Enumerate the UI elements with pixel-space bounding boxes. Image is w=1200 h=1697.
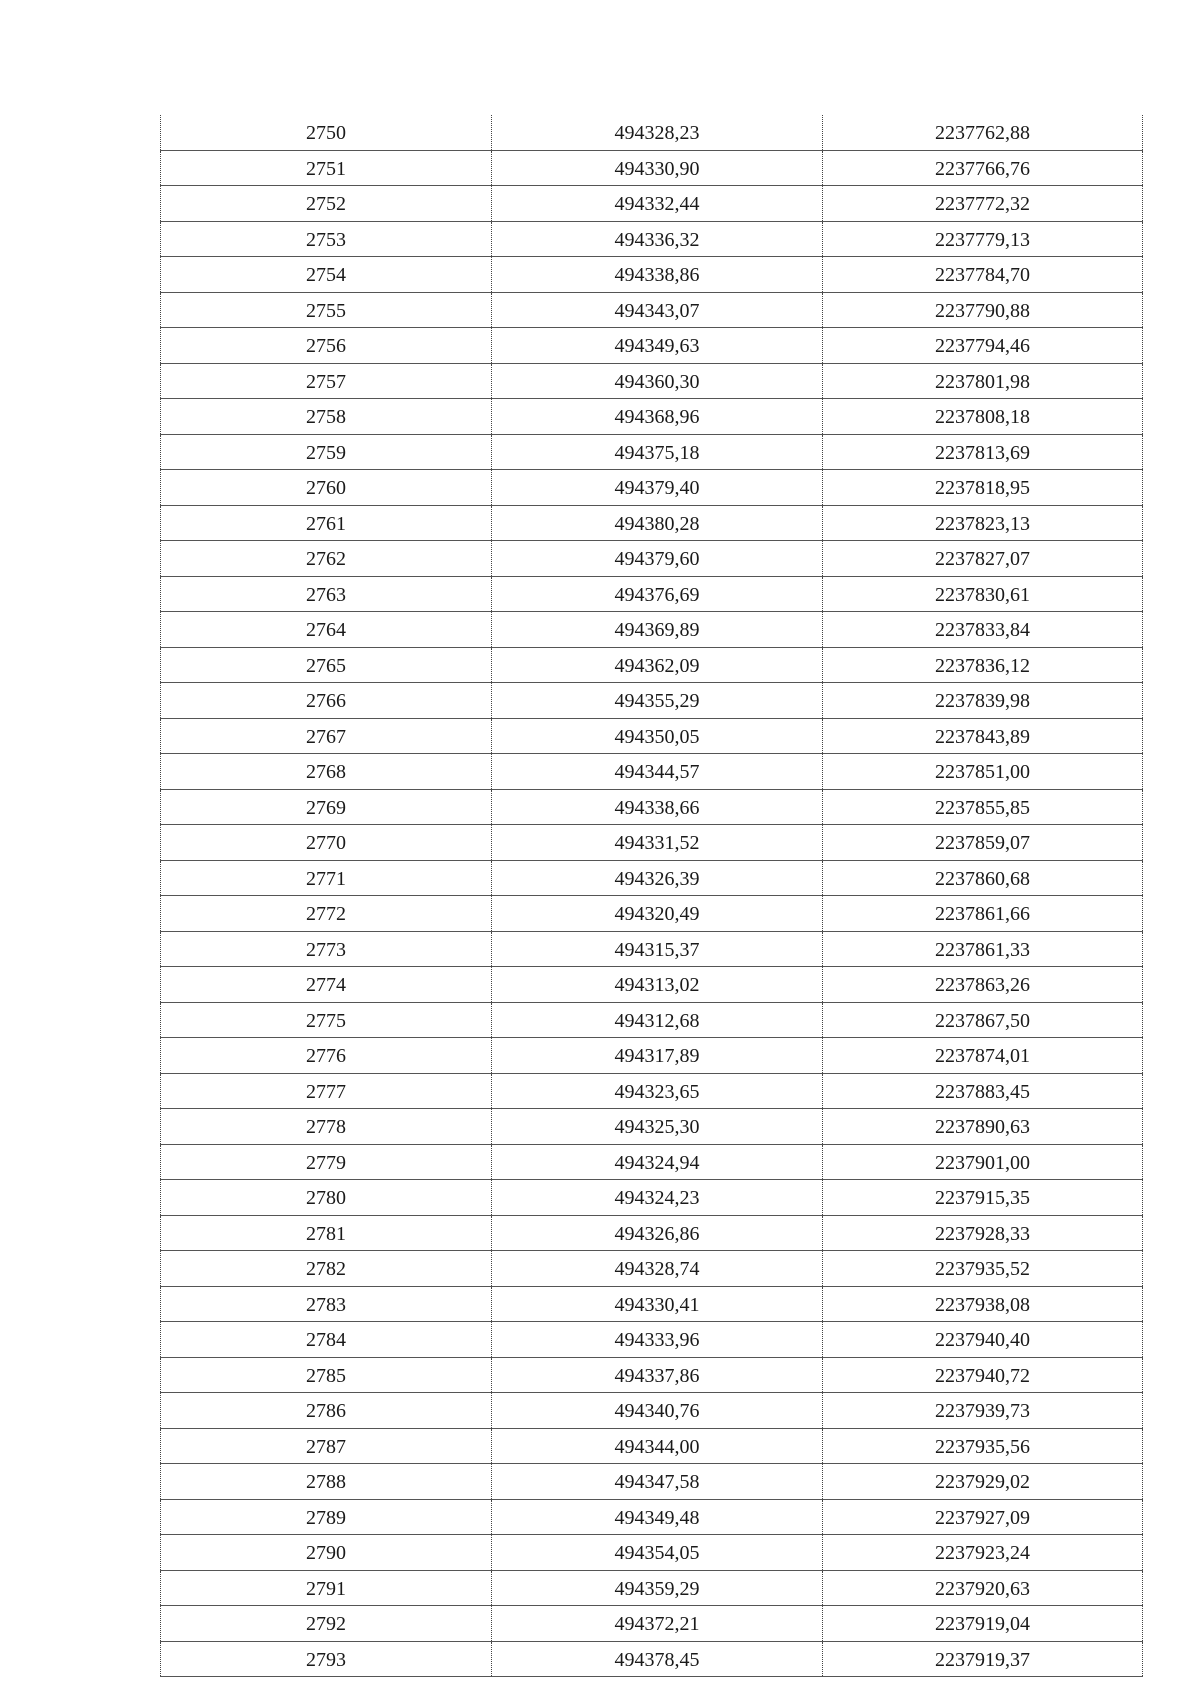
x-coordinate-cell: 494328,74 [492,1251,823,1287]
table-row [161,1180,1143,1216]
table-row [161,647,1143,683]
y-coordinate-cell: 2237836,12 [823,647,1143,683]
point-number-cell: 2754 [161,257,492,293]
table-row [161,967,1143,1003]
y-coordinate-cell: 2237855,85 [823,789,1143,825]
y-coordinate-cell: 2237874,01 [823,1038,1143,1074]
table-row [161,328,1143,364]
table-row [161,1357,1143,1393]
table-row [161,363,1143,399]
point-number-cell: 2755 [161,292,492,328]
point-number-cell: 2785 [161,1357,492,1393]
x-coordinate-cell: 494344,57 [492,754,823,790]
table-row [161,754,1143,790]
y-coordinate-cell: 2237784,70 [823,257,1143,293]
x-coordinate-cell: 494315,37 [492,931,823,967]
y-coordinate-cell: 2237861,33 [823,931,1143,967]
y-coordinate-cell: 2237801,98 [823,363,1143,399]
y-coordinate-cell: 2237818,95 [823,470,1143,506]
x-coordinate-cell: 494360,30 [492,363,823,399]
table-row [161,1073,1143,1109]
x-coordinate-cell: 494372,21 [492,1606,823,1642]
table-row [161,576,1143,612]
y-coordinate-cell: 2237935,56 [823,1428,1143,1464]
y-coordinate-cell: 2237779,13 [823,221,1143,257]
table-row [161,292,1143,328]
y-coordinate-cell: 2237859,07 [823,825,1143,861]
point-number-cell: 2767 [161,718,492,754]
x-coordinate-cell: 494312,68 [492,1002,823,1038]
x-coordinate-cell: 494338,86 [492,257,823,293]
point-number-cell: 2783 [161,1286,492,1322]
table-row [161,1109,1143,1145]
x-coordinate-cell: 494328,23 [492,115,823,150]
coordinates-table [160,115,1143,1677]
x-coordinate-cell: 494317,89 [492,1038,823,1074]
x-coordinate-cell: 494354,05 [492,1535,823,1571]
y-coordinate-cell: 2237915,35 [823,1180,1143,1216]
x-coordinate-cell: 494340,76 [492,1393,823,1429]
point-number-cell: 2778 [161,1109,492,1145]
x-coordinate-cell: 494376,69 [492,576,823,612]
x-coordinate-cell: 494343,07 [492,292,823,328]
table-row [161,1251,1143,1287]
point-number-cell: 2750 [161,115,492,150]
table-row [161,1464,1143,1500]
table-row [161,612,1143,648]
point-number-cell: 2759 [161,434,492,470]
y-coordinate-cell: 2237935,52 [823,1251,1143,1287]
table-row [161,1641,1143,1677]
table-row [161,1428,1143,1464]
table-row [161,115,1143,150]
table-row [161,257,1143,293]
x-coordinate-cell: 494380,28 [492,505,823,541]
x-coordinate-cell: 494378,45 [492,1641,823,1677]
point-number-cell: 2780 [161,1180,492,1216]
y-coordinate-cell: 2237839,98 [823,683,1143,719]
table-row [161,1535,1143,1571]
y-coordinate-cell: 2237830,61 [823,576,1143,612]
table-row [161,896,1143,932]
table-row [161,1606,1143,1642]
y-coordinate-cell: 2237863,26 [823,967,1143,1003]
y-coordinate-cell: 2237867,50 [823,1002,1143,1038]
y-coordinate-cell: 2237939,73 [823,1393,1143,1429]
table-row [161,789,1143,825]
x-coordinate-cell: 494332,44 [492,186,823,222]
point-number-cell: 2760 [161,470,492,506]
x-coordinate-cell: 494324,23 [492,1180,823,1216]
table-row [161,1393,1143,1429]
point-number-cell: 2775 [161,1002,492,1038]
y-coordinate-cell: 2237940,72 [823,1357,1143,1393]
y-coordinate-cell: 2237843,89 [823,718,1143,754]
y-coordinate-cell: 2237929,02 [823,1464,1143,1500]
table-row [161,1499,1143,1535]
x-coordinate-cell: 494355,29 [492,683,823,719]
table-row [161,718,1143,754]
point-number-cell: 2771 [161,860,492,896]
y-coordinate-cell: 2237920,63 [823,1570,1143,1606]
table-row [161,1570,1143,1606]
x-coordinate-cell: 494326,39 [492,860,823,896]
x-coordinate-cell: 494338,66 [492,789,823,825]
x-coordinate-cell: 494344,00 [492,1428,823,1464]
y-coordinate-cell: 2237890,63 [823,1109,1143,1145]
x-coordinate-cell: 494330,90 [492,150,823,186]
point-number-cell: 2787 [161,1428,492,1464]
table-row [161,1144,1143,1180]
y-coordinate-cell: 2237883,45 [823,1073,1143,1109]
table-row [161,221,1143,257]
point-number-cell: 2758 [161,399,492,435]
x-coordinate-cell: 494325,30 [492,1109,823,1145]
x-coordinate-cell: 494350,05 [492,718,823,754]
x-coordinate-cell: 494323,65 [492,1073,823,1109]
table-row [161,860,1143,896]
y-coordinate-cell: 2237827,07 [823,541,1143,577]
coordinates-table-body [161,115,1143,1677]
point-number-cell: 2782 [161,1251,492,1287]
table-row [161,1322,1143,1358]
y-coordinate-cell: 2237919,37 [823,1641,1143,1677]
x-coordinate-cell: 494337,86 [492,1357,823,1393]
table-row [161,505,1143,541]
point-number-cell: 2764 [161,612,492,648]
point-number-cell: 2761 [161,505,492,541]
point-number-cell: 2770 [161,825,492,861]
y-coordinate-cell: 2237928,33 [823,1215,1143,1251]
point-number-cell: 2757 [161,363,492,399]
point-number-cell: 2793 [161,1641,492,1677]
table-row [161,683,1143,719]
point-number-cell: 2789 [161,1499,492,1535]
point-number-cell: 2774 [161,967,492,1003]
point-number-cell: 2781 [161,1215,492,1251]
point-number-cell: 2756 [161,328,492,364]
x-coordinate-cell: 494324,94 [492,1144,823,1180]
y-coordinate-cell: 2237860,68 [823,860,1143,896]
point-number-cell: 2790 [161,1535,492,1571]
point-number-cell: 2768 [161,754,492,790]
point-number-cell: 2763 [161,576,492,612]
y-coordinate-cell: 2237790,88 [823,292,1143,328]
y-coordinate-cell: 2237938,08 [823,1286,1143,1322]
point-number-cell: 2772 [161,896,492,932]
point-number-cell: 2752 [161,186,492,222]
table-row [161,931,1143,967]
x-coordinate-cell: 494320,49 [492,896,823,932]
point-number-cell: 2777 [161,1073,492,1109]
table-row [161,1002,1143,1038]
point-number-cell: 2776 [161,1038,492,1074]
y-coordinate-cell: 2237813,69 [823,434,1143,470]
x-coordinate-cell: 494379,40 [492,470,823,506]
x-coordinate-cell: 494313,02 [492,967,823,1003]
point-number-cell: 2762 [161,541,492,577]
x-coordinate-cell: 494330,41 [492,1286,823,1322]
x-coordinate-cell: 494359,29 [492,1570,823,1606]
x-coordinate-cell: 494333,96 [492,1322,823,1358]
y-coordinate-cell: 2237823,13 [823,505,1143,541]
point-number-cell: 2792 [161,1606,492,1642]
y-coordinate-cell: 2237772,32 [823,186,1143,222]
table-row [161,1038,1143,1074]
point-number-cell: 2784 [161,1322,492,1358]
y-coordinate-cell: 2237766,76 [823,150,1143,186]
point-number-cell: 2769 [161,789,492,825]
y-coordinate-cell: 2237861,66 [823,896,1143,932]
point-number-cell: 2753 [161,221,492,257]
point-number-cell: 2751 [161,150,492,186]
point-number-cell: 2788 [161,1464,492,1500]
table-row [161,1215,1143,1251]
point-number-cell: 2766 [161,683,492,719]
x-coordinate-cell: 494375,18 [492,434,823,470]
point-number-cell: 2779 [161,1144,492,1180]
y-coordinate-cell: 2237927,09 [823,1499,1143,1535]
point-number-cell: 2765 [161,647,492,683]
table-row [161,399,1143,435]
table-row [161,1286,1143,1322]
y-coordinate-cell: 2237940,40 [823,1322,1143,1358]
x-coordinate-cell: 494331,52 [492,825,823,861]
x-coordinate-cell: 494336,32 [492,221,823,257]
table-row [161,434,1143,470]
point-number-cell: 2773 [161,931,492,967]
table-row [161,186,1143,222]
x-coordinate-cell: 494368,96 [492,399,823,435]
point-number-cell: 2786 [161,1393,492,1429]
x-coordinate-cell: 494326,86 [492,1215,823,1251]
x-coordinate-cell: 494349,63 [492,328,823,364]
y-coordinate-cell: 2237794,46 [823,328,1143,364]
y-coordinate-cell: 2237808,18 [823,399,1143,435]
x-coordinate-cell: 494362,09 [492,647,823,683]
y-coordinate-cell: 2237762,88 [823,115,1143,150]
y-coordinate-cell: 2237923,24 [823,1535,1143,1571]
table-row [161,825,1143,861]
table-row [161,541,1143,577]
x-coordinate-cell: 494369,89 [492,612,823,648]
x-coordinate-cell: 494379,60 [492,541,823,577]
table-row [161,470,1143,506]
y-coordinate-cell: 2237851,00 [823,754,1143,790]
y-coordinate-cell: 2237901,00 [823,1144,1143,1180]
x-coordinate-cell: 494349,48 [492,1499,823,1535]
point-number-cell: 2791 [161,1570,492,1606]
x-coordinate-cell: 494347,58 [492,1464,823,1500]
y-coordinate-cell: 2237919,04 [823,1606,1143,1642]
table-row [161,150,1143,186]
y-coordinate-cell: 2237833,84 [823,612,1143,648]
